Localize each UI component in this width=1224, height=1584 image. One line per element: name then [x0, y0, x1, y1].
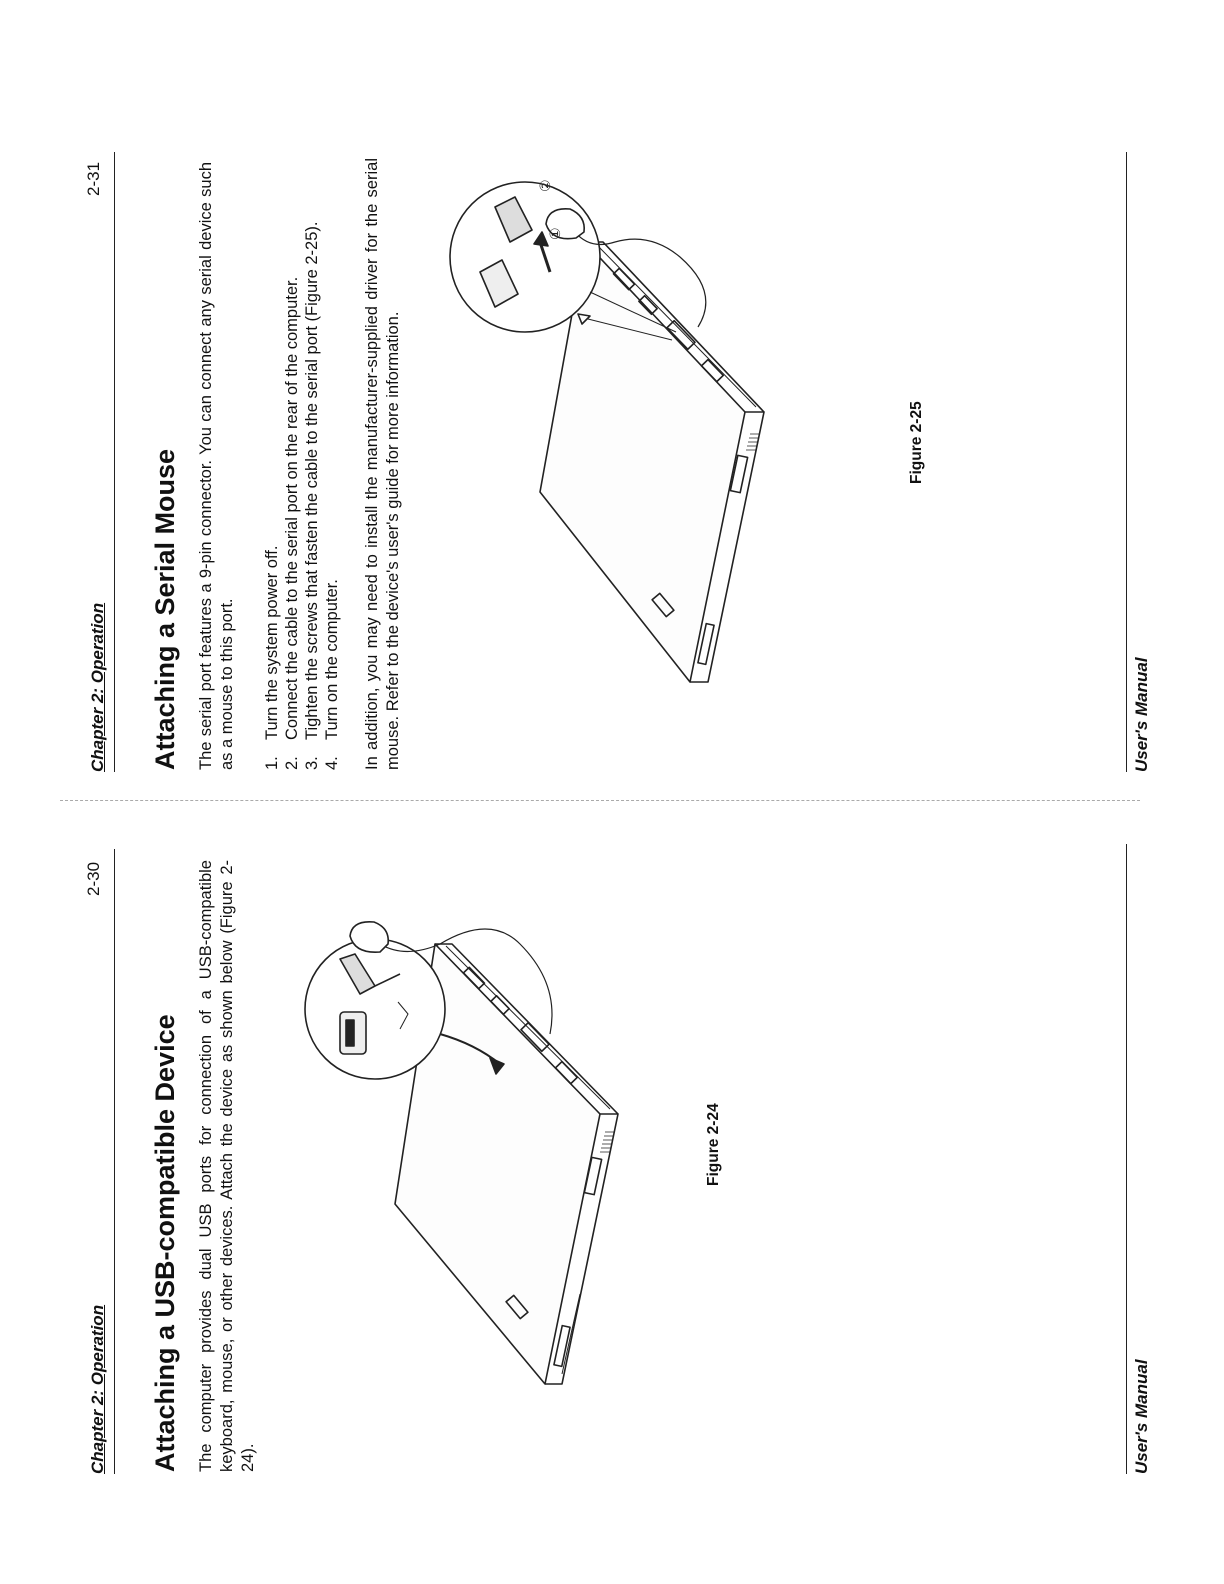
- footer-rule: [1126, 844, 1127, 1474]
- figure-caption: Figure 2-25: [908, 401, 925, 484]
- step-number: 4.: [323, 756, 341, 770]
- chapter-header: Chapter 2: Operation: [88, 602, 107, 772]
- chapter-header: Chapter 2: Operation: [88, 1304, 107, 1474]
- section-body: The serial port features a 9-pin connector. You can connect any serial device such as a mouse to this port.: [197, 162, 236, 770]
- steps-list: [262, 222, 342, 771]
- step-text: Connect the cable to the serial port on the rear of the computer.: [283, 276, 301, 740]
- step-item: [282, 222, 302, 771]
- header-rule: [114, 849, 115, 1474]
- step-item: [322, 222, 342, 771]
- callout-2: ②: [538, 179, 554, 192]
- callout-1: ①: [548, 227, 564, 240]
- section-heading: Attaching a USB-compatible Device: [150, 1014, 180, 1472]
- step-number: 3.: [303, 756, 321, 770]
- footer-title: User's Manual: [1132, 1359, 1151, 1474]
- footer-rule: [1126, 152, 1127, 772]
- figure-caption: Figure 2-24: [705, 1103, 722, 1186]
- step-number: 2.: [283, 756, 301, 770]
- step-text: Turn the system power off.: [263, 545, 281, 740]
- step-item: [262, 222, 282, 771]
- section-heading: Attaching a Serial Mouse: [150, 448, 180, 770]
- step-item: [302, 222, 322, 771]
- laptop-illustration: [440, 152, 830, 712]
- step-number: 1.: [263, 756, 281, 770]
- header-rule: [114, 152, 115, 772]
- page-2-30: [0, 792, 1224, 1584]
- page-number: 2-31: [84, 161, 103, 196]
- laptop-illustration: [300, 894, 680, 1414]
- section-body-2: In addition, you may need to install the manufacturer-supplied driver for the serial mouse. Refer to the device's user's guide for more information.: [363, 158, 402, 770]
- page-number: 2-30: [84, 861, 103, 896]
- step-text: Tighten the screws that fasten the cable to the serial port (Figure 2-25).: [303, 221, 321, 740]
- footer-title: User's Manual: [1132, 657, 1151, 772]
- step-text: Turn on the computer.: [323, 579, 341, 740]
- section-body: The computer provides dual USB ports for connection of a USB-compatible keyboard, mouse, or other devices. Attach the device as shown below (Figure 2-24).: [197, 860, 257, 1472]
